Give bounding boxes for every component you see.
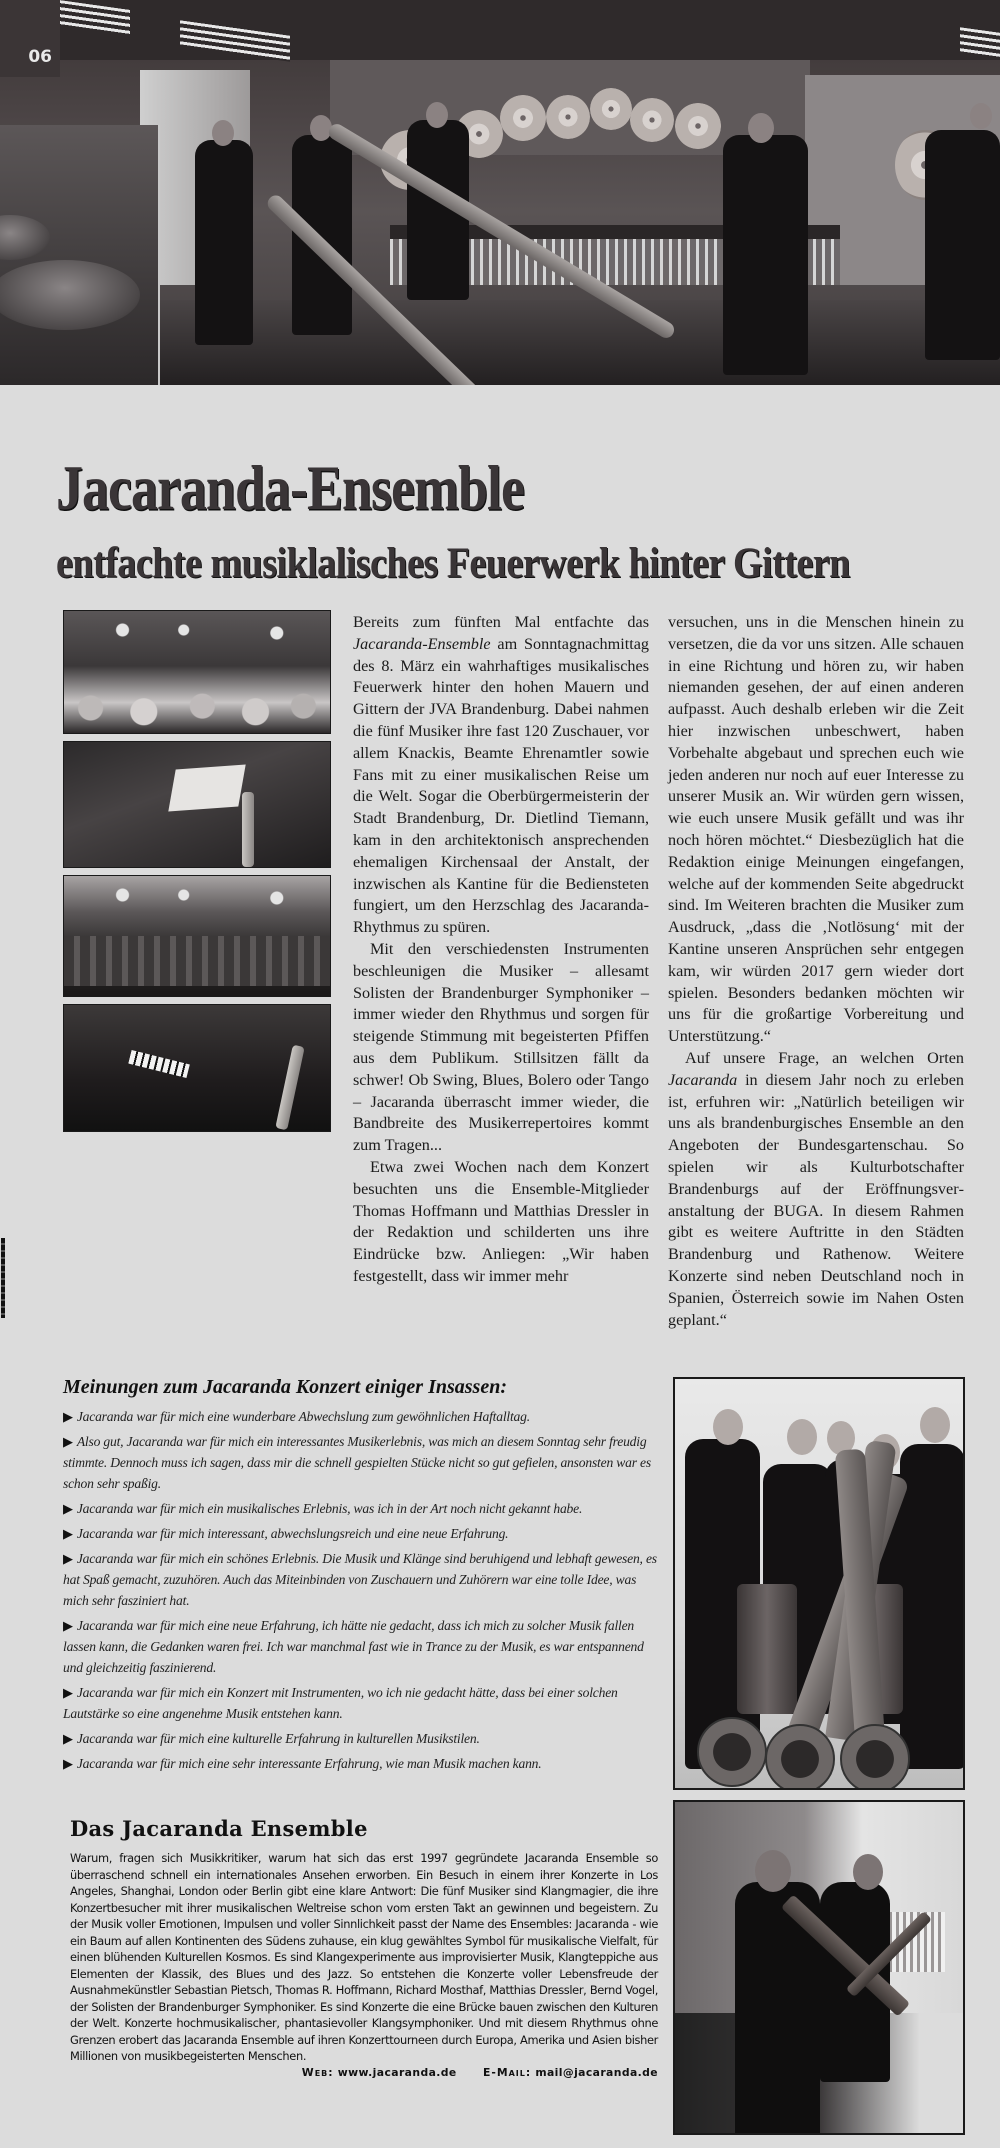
- opinions-title: Meinungen zum Jacaranda Konzert einiger Insassen:: [63, 1376, 507, 1398]
- opinion-item: [63, 1406, 658, 1427]
- photo-hall: [63, 875, 331, 997]
- opinion-text: Jacaranda war für mich ein schönes Erlebnis. Die Musik und Klänge sind beruhigend und lebhaft gewesen, es hat Spaß gemacht, zuzuhören. Auch das Miteinbinden von Zuschauern und Zuhörern war eine tolle Idee, was mich sehr fasziniert hat.: [63, 1551, 657, 1608]
- opinion-item: [63, 1431, 658, 1494]
- info-body-text: Warum, fragen sich Musikkritiker, warum hat sich das erst 1997 gegründete Jacaranda Ensemble so überraschend schnell ein internationales Ansehen erworben. Ein Besuch in einem ihrer Konzerte in Los Angeles, Shanghai, London oder Berlin gibt eine klare Antwort: Die fünf Musiker sind Klangmagier, die ihre Konzertbesucher mit ihrer musikalischen Weltreise schon vom ersten Takt an gewinnen und begeistern. Zu der Musik voller Emotionen, Impulsen und voller Sinnlichkeit passt der Name des Ensembles: Jacaranda - wie ein Baum auf allen Kontinenten des Südens zuhause, ein klug gewähltes Symbol für musikalische Vielfalt, für einen blühenden Kulturellen Kosmos. Es sind Klangexperimente aus improvisierter Musik, Klangteppiche aus Elementen der Klassik, des Blues und des Jazz. So entstehen die Konzerte voller Lebensfreude der Ausnahmekünstler Sebastian Pietsch, Thomas R. Hoffmann, Richard Mosthaf, Matthias Dressler, Bernd Vogel, der Solisten der Brandenburger Symphoniker. Es sind Konzerte die eine Brücke bauen zwischen den Kulturen der Welt. Konzerte hochmusikalischer, phantasievoller Klangsymphoniker. Und mit diesem Rhythmus ohne Grenzen erobert das Jacaranda Ensemble auf ihren Konzerttourneen durch Europa, Amerika und Asien bisher Millionen von musikbegeisterten Menschen.: [70, 1851, 658, 2063]
- musician-head: [755, 1850, 791, 1892]
- page-number-box: [0, 0, 60, 77]
- photo-lamps: [64, 880, 330, 910]
- hero-ceiling: [0, 0, 1000, 60]
- bullet-triangle-icon: ▶: [63, 1756, 73, 1771]
- opinion-text: Jacaranda war für mich ein Konzert mit Instrumenten, wo ich nie gedacht hätte, dass bei einer solchen Lautstärke so eine angenehme Musik entstehen kann.: [63, 1685, 618, 1721]
- article-paragraph: [353, 612, 649, 939]
- alphorn-bell: [697, 1717, 767, 1787]
- opinion-item: [63, 1498, 658, 1519]
- hero-vent: [960, 27, 1000, 59]
- cymbal: [675, 103, 721, 149]
- opinions-section: [63, 1375, 658, 1778]
- photo-music-stand: [63, 741, 331, 868]
- email-link[interactable]: mail@jacaranda.de: [535, 2065, 658, 2079]
- headline: Jacaranda-Ensemble: [56, 452, 524, 524]
- cymbal: [546, 95, 590, 139]
- musician: [195, 140, 253, 345]
- hero-floor: [160, 300, 1000, 385]
- article-text: Bereits zum fünften Mal entfachte das: [353, 613, 649, 631]
- bullet-triangle-icon: ▶: [63, 1526, 73, 1541]
- opinion-text: Jacaranda war für mich ein musikalisches Erlebnis, was ich in der Art noch nicht gekannt habe.: [76, 1501, 583, 1516]
- opinion-text: Jacaranda war für mich eine sehr interessante Erfahrung, wie man Musik machen kann.: [76, 1756, 542, 1771]
- article-column-2: [668, 612, 964, 1331]
- bullet-triangle-icon: ▶: [63, 1409, 73, 1424]
- photo-audience: [63, 610, 331, 734]
- article-text: in diesem Jahr noch zu erleben ist, erfuhren wir: „Natürlich beteiligen wir uns als brandenburgisches Ensemble an den Angeboten der Bundesgartenschau. So spielen wir als Kulturbotschafter Brandenburgs auf der Eröffnungsveranstaltung der BUGA. In diesem Rahmen gibt es weitere Auftritte in den Städten Brandenburg und Rathenow. Weitere Konzerte sind neben Deutschland noch in Spanien, Österreich sowie im Nahen Osten geplant.“: [668, 1070, 964, 1329]
- contact-line: [302, 2065, 658, 2082]
- musician-head: [748, 113, 774, 143]
- bullet-triangle-icon: ▶: [63, 1434, 73, 1449]
- opinions-list: [63, 1406, 658, 1774]
- musician-head: [970, 103, 992, 129]
- photo-duo-performance: [673, 1800, 965, 2135]
- opinion-item: [63, 1753, 658, 1774]
- article-emphasis: Jacaranda-Ensemble: [353, 634, 491, 653]
- opinion-text: Jacaranda war für mich eine kulturelle Erfahrung in kulturellen Musikstilen.: [76, 1731, 480, 1746]
- article-text: Etwa zwei Wochen nach dem Konzert besuchten uns die Ensemble-Mitglieder Thomas Hoffmann und Matthias Dressler in der Redaktion und schilderten uns ihre Eindrücke bzw. Anliegen: „Wir haben festgestellt, dass wir immer mehr: [353, 1157, 649, 1285]
- ensemble-member-head: [920, 1407, 950, 1443]
- opinion-item: [63, 1523, 658, 1544]
- opinion-item: [63, 1682, 658, 1724]
- email-label: E-Mail:: [482, 2065, 532, 2079]
- article-paragraph: [353, 939, 649, 1157]
- article-paragraph: [668, 1048, 964, 1331]
- cymbal: [630, 98, 674, 142]
- info-title: Das Jacaranda Ensemble: [70, 1816, 368, 1841]
- info-body: [70, 1850, 658, 2079]
- article-text: versuchen, uns in die Menschen hinein zu versetzen, die da vor uns sitzen. Alle schauen in eine Richtung und hören zu, wir haben niemanden gesehen, der auf einen anderen aufpasst. Auch deshalb erleben wir die Zeit hier inzwischen unbeschwert, haben Vorbehalte abgebaut und sprechen euch wie jeden anderen nur noch auf euer Interesse zu unserer Musik an. Wir würden gern wissen, wie euch unsere Musik gefällt und was ihr noch hören möchtet.“ Diesbezüglich hat die Redaktion einige Meinungen eingefangen, welche auf der kommenden Seite abgedruckt sind. Im Weiteren brachten die Musiker zum Ausdruck, „dass die ‚Notlösung‘ mit der Kantine unseren Ansprüchen sehr entgegen kam, wir würden 2017 gern wieder dort spielen. Besonders bedanken möchten wir uns für die großartige Vorbereitung und Unterstützung.“: [668, 613, 964, 1046]
- timpani: [0, 260, 140, 330]
- opinion-item: [63, 1615, 658, 1678]
- opinion-text: Jacaranda war für mich eine neue Erfahrung, ich hätte nie gedacht, dass ich mich zu solcher Musik fallen lassen kann, die Gedanken waren frei. Ich war manchmal fast wie in Trance zu der Musik, es war entspannend und gleichzeitig faszinierend.: [63, 1618, 644, 1675]
- ensemble-member: [900, 1444, 965, 1769]
- opinion-item: [63, 1548, 658, 1611]
- photo-keyboard: [128, 1050, 190, 1078]
- ensemble-member-head: [713, 1409, 743, 1445]
- article-emphasis: Jacaranda: [668, 1070, 738, 1089]
- musician-head: [212, 120, 234, 146]
- article-paragraph: [668, 612, 964, 1048]
- bullet-triangle-icon: ▶: [63, 1618, 73, 1633]
- subheadline: entfachte musiklalisches Feuerwerk hinter Gittern: [56, 538, 850, 588]
- photo-lamps: [64, 615, 330, 645]
- photo-sheet-music: [168, 765, 245, 812]
- info-box: [70, 1815, 658, 2081]
- musician-head: [853, 1854, 883, 1890]
- photo-ensemble-group: [673, 1377, 965, 1790]
- cymbal: [590, 88, 632, 130]
- conga-drum: [737, 1584, 797, 1714]
- musician: [723, 135, 808, 375]
- cymbal: [500, 95, 546, 141]
- ensemble-member-head: [787, 1419, 817, 1455]
- web-label: Web:: [301, 2065, 334, 2079]
- article-text: Auf unsere Frage, an welchen Orten: [685, 1048, 964, 1067]
- opinion-text: Also gut, Jacaranda war für mich ein interessantes Musikerlebnis, was mich an diesem Sonntag sehr freudig stimmte. Dennoch muss ich sagen, dass mir die schnell gespielten Stücke nicht so gut gefielen, ansonsten war es schon sehr spaßig.: [63, 1434, 651, 1491]
- article-column-1: [353, 612, 649, 1288]
- opinion-item: [63, 1728, 658, 1749]
- page-number: 06: [28, 47, 52, 67]
- web-link[interactable]: www.jacaranda.de: [337, 2065, 457, 2079]
- scan-margin-mark: [1, 1238, 5, 1318]
- opinion-text: Jacaranda war für mich interessant, abwechslungsreich und eine neue Erfahrung.: [76, 1526, 509, 1541]
- photo-strip: [63, 610, 333, 1139]
- timpani: [0, 215, 50, 260]
- photo-instruments: [63, 1004, 331, 1132]
- alphorn-bell: [765, 1724, 835, 1790]
- article-paragraph: [353, 1157, 649, 1288]
- photo-audience-heads: [64, 689, 330, 727]
- hero-inset-timpani: [0, 125, 160, 385]
- article-text: Mit den verschiedensten Instrumenten beschleunigen die Musiker – allesamt Solisten der Brandenburger Symphoniker – immer wieder den Rhythmus und sorgen für steigende Stimmung mit begeisterten Pfiffen aus dem Publikum. Stillsitzen fällt da schwer! Ob Swing, Blues, Bolero oder Tango – Jacaranda überrascht immer wieder, die Bandbreite des Musikerrepertoires kommt zum Tragen...: [353, 939, 649, 1155]
- alphorn-bell: [840, 1724, 910, 1790]
- musician-head: [426, 102, 448, 128]
- musician: [925, 130, 1000, 360]
- photo-saxophone: [242, 792, 254, 867]
- bullet-triangle-icon: ▶: [63, 1551, 73, 1566]
- bullet-triangle-icon: ▶: [63, 1685, 73, 1700]
- bullet-triangle-icon: ▶: [63, 1501, 73, 1516]
- article-text: am Sonntagnachmittag des 8. März ein wahrhaftiges musikalisches Feuerwerk hinter den hohen Mauern und Gittern der JVA Brandenburg. Dabei nahmen die fünf Musiker ihre fast 120 Zuschauer, vor allem Knackis, Beamte Ehrenamtler sowie Fans mit zu einer musikalischen Reise um die Welt. Sogar die Oberbürgermeisterin der Stadt Brandenburg, Dr. Dietlind Tiemann, kam in den architektonisch ansprechenden ehemaligen Kirchensaal der Anstalt, der inzwischen als Kantine für die Bediensteten fungiert, um den Herzschlag des Jacaranda-Rhythmus zu spüren.: [353, 634, 649, 937]
- bullet-triangle-icon: ▶: [63, 1731, 73, 1746]
- hero-photo: [0, 0, 1000, 385]
- opinion-text: Jacaranda war für mich eine wunderbare Abwechslung zum gewöhnlichen Haftalltag.: [76, 1409, 530, 1424]
- photo-saxophone: [275, 1045, 304, 1131]
- photo-crowd: [64, 936, 330, 986]
